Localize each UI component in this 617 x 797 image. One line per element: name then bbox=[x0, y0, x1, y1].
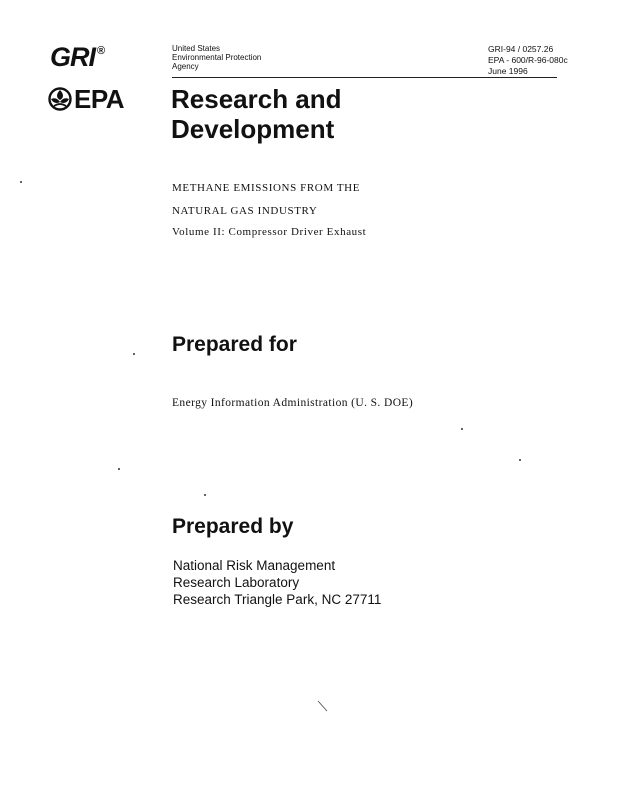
report-numbers bbox=[488, 44, 568, 77]
scan-speck bbox=[204, 494, 206, 496]
report-title-line: NATURAL GAS INDUSTRY bbox=[172, 205, 318, 217]
registered-mark: ® bbox=[97, 45, 105, 57]
gri-logo-text: GRI bbox=[50, 42, 96, 72]
page-title-line: Development bbox=[171, 114, 335, 144]
agency-block bbox=[172, 44, 261, 71]
header-divider bbox=[172, 77, 557, 78]
address-line: Research Laboratory bbox=[173, 575, 300, 590]
report-date: June 1996 bbox=[488, 66, 528, 76]
report-title-line: METHANE EMISSIONS FROM THE bbox=[172, 182, 361, 194]
epa-report-number: EPA - 600/R-96-080c bbox=[488, 55, 568, 65]
gri-logo bbox=[50, 44, 104, 71]
scan-speck bbox=[20, 181, 22, 183]
scan-speck bbox=[461, 428, 463, 430]
agency-line: United States bbox=[172, 44, 221, 53]
page-title bbox=[171, 84, 342, 144]
prepared-by-address bbox=[173, 557, 381, 608]
scan-speck bbox=[133, 353, 135, 355]
address-line: Research Triangle Park, NC 27711 bbox=[173, 592, 382, 607]
epa-logo-text: EPA bbox=[74, 84, 125, 114]
scan-mark bbox=[316, 699, 330, 713]
epa-flower-icon bbox=[48, 87, 72, 111]
prepared-for-name: Energy Information Administration (U. S. DOE) bbox=[172, 397, 414, 409]
agency-line: Agency bbox=[172, 62, 199, 71]
page-title-line: Research and bbox=[171, 84, 342, 114]
prepared-by-heading: Prepared by bbox=[172, 515, 294, 538]
scan-speck bbox=[519, 459, 521, 461]
address-line: National Risk Management bbox=[173, 558, 336, 573]
report-volume: Volume II: Compressor Driver Exhaust bbox=[172, 226, 367, 238]
prepared-for-heading: Prepared for bbox=[172, 333, 297, 356]
gri-report-number: GRI-94 / 0257.26 bbox=[488, 44, 554, 54]
epa-logo bbox=[48, 86, 124, 112]
scan-speck bbox=[118, 468, 120, 470]
agency-line: Environmental Protection bbox=[172, 53, 262, 62]
